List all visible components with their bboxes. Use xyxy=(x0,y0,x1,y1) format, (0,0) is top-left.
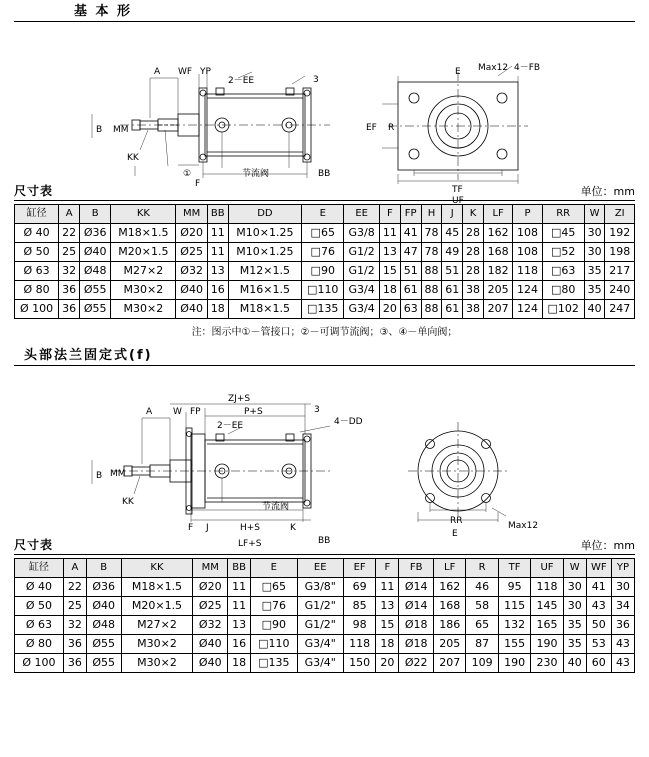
cell: 65 xyxy=(466,616,498,635)
cell: M27×2 xyxy=(111,262,176,281)
label-circle-1: ① xyxy=(183,169,192,179)
cell: 36 xyxy=(59,281,80,300)
cell: 85 xyxy=(343,597,375,616)
page-title: 基 本 形 xyxy=(74,4,133,19)
cell: 11 xyxy=(207,243,228,262)
cell: 36 xyxy=(63,635,86,654)
cell: 11 xyxy=(228,578,251,597)
cell: 162 xyxy=(433,578,465,597)
cell: 207 xyxy=(433,654,465,673)
label-YP: YP xyxy=(200,67,211,77)
cell: □76 xyxy=(302,243,344,262)
label-FP: FP xyxy=(190,407,201,417)
cell: 36 xyxy=(63,654,86,673)
cell: 69 xyxy=(343,578,375,597)
col-header: FB xyxy=(399,559,434,578)
cell: 16 xyxy=(228,635,251,654)
cell: Ø25 xyxy=(193,597,228,616)
cell: 124 xyxy=(513,300,542,319)
cell: 240 xyxy=(605,281,635,300)
cell: 16 xyxy=(207,281,228,300)
cell: M30×2 xyxy=(111,281,176,300)
label-4-DD: 4－DD xyxy=(334,417,363,427)
cell: 13 xyxy=(376,597,399,616)
label-Max12: Max12 xyxy=(508,521,539,531)
cell: 22 xyxy=(59,224,80,243)
cell: 247 xyxy=(605,300,635,319)
table-header-row xyxy=(15,205,635,224)
cell: 30 xyxy=(584,243,605,262)
cell: 11 xyxy=(376,578,399,597)
cell: 205 xyxy=(483,281,512,300)
label-4-FB: 4－FB xyxy=(514,63,541,73)
cell: M30×2 xyxy=(121,654,193,673)
col-header: BB xyxy=(207,205,228,224)
table-row xyxy=(15,300,635,319)
label-J: J xyxy=(206,523,209,533)
label-HS: H+S xyxy=(240,523,261,533)
cell: 40 xyxy=(584,300,605,319)
label-E: E xyxy=(455,67,461,77)
cell: 28 xyxy=(463,262,484,281)
section-heading-wrap-2 xyxy=(14,344,635,366)
cell: Ø 100 xyxy=(15,654,64,673)
table-caption-basic xyxy=(14,182,635,201)
col-header: KK xyxy=(121,559,193,578)
col-header: UF xyxy=(531,559,563,578)
cell: □52 xyxy=(542,243,584,262)
cell: 28 xyxy=(463,243,484,262)
cell: 61 xyxy=(442,300,463,319)
cell: □80 xyxy=(542,281,584,300)
label-RR: RR xyxy=(450,516,463,526)
cell: 22 xyxy=(63,578,86,597)
cell: 78 xyxy=(421,243,442,262)
cell: Ø55 xyxy=(80,281,111,300)
col-header: TF xyxy=(498,559,530,578)
label-PS: P+S xyxy=(244,407,263,417)
cell: Ø48 xyxy=(80,262,111,281)
cell: Ø20 xyxy=(176,224,207,243)
table-row xyxy=(15,281,635,300)
cell: 30 xyxy=(611,578,634,597)
section-head-flange xyxy=(0,344,649,673)
table-row xyxy=(15,262,635,281)
col-header: P xyxy=(513,205,542,224)
col-header: E xyxy=(251,559,297,578)
cell: 20 xyxy=(380,300,401,319)
cell: 38 xyxy=(463,281,484,300)
col-header: LF xyxy=(433,559,465,578)
cell: 118 xyxy=(531,578,563,597)
cell: 51 xyxy=(442,262,463,281)
cell: Ø18 xyxy=(399,616,434,635)
cell: M16×1.5 xyxy=(228,281,302,300)
cell: 30 xyxy=(584,224,605,243)
table-row xyxy=(15,243,635,262)
cell: G3/4 xyxy=(344,281,380,300)
col-header: EF xyxy=(343,559,375,578)
cell: 46 xyxy=(466,578,498,597)
cell: G1/2 xyxy=(344,243,380,262)
cell: M18×1.5 xyxy=(111,224,176,243)
cell: Ø 40 xyxy=(15,224,59,243)
cell: 13 xyxy=(380,243,401,262)
col-header: K xyxy=(463,205,484,224)
cell: 98 xyxy=(343,616,375,635)
cell: □135 xyxy=(302,300,344,319)
cell: Ø 80 xyxy=(15,635,64,654)
col-header: EE xyxy=(297,559,343,578)
cell: Ø40 xyxy=(176,281,207,300)
cell: G3/4 xyxy=(344,300,380,319)
cell: 168 xyxy=(433,597,465,616)
cell: Ø 80 xyxy=(15,281,59,300)
unit-label: 单位：mm xyxy=(580,185,635,198)
col-header: KK xyxy=(111,205,176,224)
cell: 108 xyxy=(513,224,542,243)
label-W: W xyxy=(173,407,182,417)
cell: 165 xyxy=(531,616,563,635)
cell: 118 xyxy=(513,262,542,281)
cell: 60 xyxy=(586,654,611,673)
cell: 115 xyxy=(498,597,530,616)
cell: 28 xyxy=(463,224,484,243)
col-header: MM xyxy=(176,205,207,224)
label-K: K xyxy=(290,523,296,533)
cell: Ø40 xyxy=(193,654,228,673)
cell: G3/4" xyxy=(297,654,343,673)
col-header: YP xyxy=(611,559,634,578)
cell: 43 xyxy=(611,635,634,654)
cell: 18 xyxy=(380,281,401,300)
section-heading-wrap xyxy=(14,0,635,22)
cell: G3/8 xyxy=(344,224,380,243)
label-2-EE: 2－EE xyxy=(217,421,244,431)
dimension-table-basic xyxy=(14,204,635,319)
cell: □76 xyxy=(251,597,297,616)
cell: Ø14 xyxy=(399,597,434,616)
col-header: A xyxy=(63,559,86,578)
col-header: WF xyxy=(586,559,611,578)
col-header: ZI xyxy=(605,205,635,224)
label-throttle-valve: 节流阀 xyxy=(262,502,290,512)
cell: 36 xyxy=(59,300,80,319)
label-Max12: Max12 xyxy=(478,63,509,73)
cell: 20 xyxy=(376,654,399,673)
cell: M10×1.25 xyxy=(228,224,302,243)
cell: 186 xyxy=(433,616,465,635)
col-header: 缸径 xyxy=(15,559,64,578)
table-label: 尺寸表 xyxy=(14,184,54,198)
cell: 15 xyxy=(376,616,399,635)
table-header-row xyxy=(15,559,635,578)
cell: □110 xyxy=(251,635,297,654)
cell: 13 xyxy=(228,616,251,635)
cell: 15 xyxy=(380,262,401,281)
cell: Ø22 xyxy=(399,654,434,673)
cell: 192 xyxy=(605,224,635,243)
label-R: R xyxy=(388,123,395,133)
label-UF: UF xyxy=(452,196,464,206)
cell: 11 xyxy=(207,224,228,243)
cell: M27×2 xyxy=(121,616,193,635)
cell: 61 xyxy=(400,281,421,300)
cell: 95 xyxy=(498,578,530,597)
cell: 88 xyxy=(421,300,442,319)
cell: M12×1.5 xyxy=(228,262,302,281)
table-row xyxy=(15,224,635,243)
cell: 35 xyxy=(563,616,586,635)
cell: □45 xyxy=(542,224,584,243)
cell: □110 xyxy=(302,281,344,300)
col-header: EE xyxy=(344,205,380,224)
col-header: W xyxy=(563,559,586,578)
cell: 25 xyxy=(63,597,86,616)
cell: □65 xyxy=(251,578,297,597)
cell: G1/2 xyxy=(344,262,380,281)
cell: G1/2" xyxy=(297,616,343,635)
cell: 190 xyxy=(498,654,530,673)
cell: 13 xyxy=(207,262,228,281)
cell: Ø36 xyxy=(86,578,121,597)
cell: 41 xyxy=(586,578,611,597)
dimension-table-flange xyxy=(14,558,635,673)
label-3: 3 xyxy=(313,75,319,85)
cell: 88 xyxy=(421,262,442,281)
cell: □102 xyxy=(542,300,584,319)
cell: 30 xyxy=(563,597,586,616)
cell: G3/8" xyxy=(297,578,343,597)
cell: Ø 63 xyxy=(15,262,59,281)
cell: 51 xyxy=(400,262,421,281)
label-2-EE: 2－EE xyxy=(228,76,255,86)
cell: 88 xyxy=(421,281,442,300)
label-MM: MM xyxy=(113,125,129,135)
cell: 155 xyxy=(498,635,530,654)
section-title-2: 头部法兰固定式(f) xyxy=(24,348,153,363)
cell: 61 xyxy=(442,281,463,300)
cell: Ø14 xyxy=(399,578,434,597)
label-BB: BB xyxy=(318,536,331,546)
cell: Ø25 xyxy=(176,243,207,262)
cell: Ø55 xyxy=(86,654,121,673)
cell: 43 xyxy=(611,654,634,673)
col-header: J xyxy=(442,205,463,224)
label-MM: MM xyxy=(110,469,126,479)
col-header: F xyxy=(380,205,401,224)
label-KK: KK xyxy=(122,497,134,507)
col-header: FP xyxy=(400,205,421,224)
section-basic-form xyxy=(0,0,649,338)
cell: 35 xyxy=(584,262,605,281)
cell: 108 xyxy=(513,243,542,262)
label-EF: EF xyxy=(366,123,377,133)
table-label: 尺寸表 xyxy=(14,538,54,552)
cell: 35 xyxy=(563,635,586,654)
cell: Ø55 xyxy=(80,300,111,319)
cell: 45 xyxy=(442,224,463,243)
cell: Ø55 xyxy=(86,635,121,654)
cell: 217 xyxy=(605,262,635,281)
cell: M10×1.25 xyxy=(228,243,302,262)
cell: 230 xyxy=(531,654,563,673)
label-B: B xyxy=(96,471,103,481)
label-3: 3 xyxy=(314,405,320,415)
cell: 118 xyxy=(343,635,375,654)
cell: □90 xyxy=(302,262,344,281)
cell: 18 xyxy=(376,635,399,654)
table-row xyxy=(15,654,635,673)
cell: 18 xyxy=(207,300,228,319)
cell: 32 xyxy=(63,616,86,635)
cell: 43 xyxy=(586,597,611,616)
cell: 11 xyxy=(380,224,401,243)
label-WF: WF xyxy=(178,67,193,77)
cell: G1/2" xyxy=(297,597,343,616)
cell: 132 xyxy=(498,616,530,635)
cell: □135 xyxy=(251,654,297,673)
cell: 35 xyxy=(584,281,605,300)
label-F: F xyxy=(188,523,194,533)
cell: 30 xyxy=(563,578,586,597)
col-header: R xyxy=(466,559,498,578)
cell: 145 xyxy=(531,597,563,616)
label-LFS: LF+S xyxy=(238,539,262,549)
table-row xyxy=(15,597,635,616)
table-row xyxy=(15,578,635,597)
cell: Ø32 xyxy=(176,262,207,281)
cell: 78 xyxy=(421,224,442,243)
cell: M18×1.5 xyxy=(228,300,302,319)
cell: M30×2 xyxy=(111,300,176,319)
col-header: BB xyxy=(228,559,251,578)
label-ZJS: ZJ+S xyxy=(228,394,251,404)
cell: 50 xyxy=(586,616,611,635)
cell: 205 xyxy=(433,635,465,654)
cell: 25 xyxy=(59,243,80,262)
cell: M20×1.5 xyxy=(121,597,193,616)
label-F: F xyxy=(195,179,201,189)
col-header: A xyxy=(59,205,80,224)
cell: Ø 50 xyxy=(15,597,64,616)
table-note: 注：图示中①－管接口；②－可调节流阀；③、④－单向阀； xyxy=(191,327,458,338)
cell: G3/4" xyxy=(297,635,343,654)
cell: Ø40 xyxy=(193,635,228,654)
cell: 47 xyxy=(400,243,421,262)
cell: Ø32 xyxy=(193,616,228,635)
cell: Ø18 xyxy=(399,635,434,654)
col-header: LF xyxy=(483,205,512,224)
col-header: B xyxy=(80,205,111,224)
unit-label: 单位：mm xyxy=(580,539,635,552)
col-header: RR xyxy=(542,205,584,224)
cell: 63 xyxy=(400,300,421,319)
col-header: W xyxy=(584,205,605,224)
col-header: H xyxy=(421,205,442,224)
cell: Ø 63 xyxy=(15,616,64,635)
cell: 36 xyxy=(611,616,634,635)
table-row xyxy=(15,616,635,635)
cell: 162 xyxy=(483,224,512,243)
cell: 198 xyxy=(605,243,635,262)
cell: Ø20 xyxy=(193,578,228,597)
cell: □63 xyxy=(542,262,584,281)
cell: Ø40 xyxy=(86,597,121,616)
label-B: B xyxy=(96,125,103,135)
cell: 40 xyxy=(563,654,586,673)
table-row xyxy=(15,635,635,654)
cell: Ø 50 xyxy=(15,243,59,262)
label-KK: KK xyxy=(127,153,139,163)
cell: 87 xyxy=(466,635,498,654)
cell: 207 xyxy=(483,300,512,319)
cell: M30×2 xyxy=(121,635,193,654)
cell: 182 xyxy=(483,262,512,281)
cell: Ø48 xyxy=(86,616,121,635)
cell: □90 xyxy=(251,616,297,635)
label-A: A xyxy=(146,407,153,417)
cell: Ø 100 xyxy=(15,300,59,319)
label-E: E xyxy=(452,529,458,539)
cell: 53 xyxy=(586,635,611,654)
label-TF: TF xyxy=(452,185,463,195)
cell: Ø 40 xyxy=(15,578,64,597)
cell: 190 xyxy=(531,635,563,654)
cell: □65 xyxy=(302,224,344,243)
cell: M20×1.5 xyxy=(111,243,176,262)
cell: 11 xyxy=(228,597,251,616)
label-throttle-valve: 节流阀 xyxy=(242,169,270,179)
cell: 32 xyxy=(59,262,80,281)
cell: 34 xyxy=(611,597,634,616)
cell: 38 xyxy=(463,300,484,319)
cell: 150 xyxy=(343,654,375,673)
cell: M18×1.5 xyxy=(121,578,193,597)
cell: Ø36 xyxy=(80,224,111,243)
label-A: A xyxy=(154,67,161,77)
cell: 18 xyxy=(228,654,251,673)
col-header: E xyxy=(302,205,344,224)
cell: 41 xyxy=(400,224,421,243)
col-header: 缸径 xyxy=(15,205,59,224)
label-BB: BB xyxy=(318,169,331,179)
cell: 58 xyxy=(466,597,498,616)
col-header: B xyxy=(86,559,121,578)
cell: 49 xyxy=(442,243,463,262)
cell: Ø40 xyxy=(80,243,111,262)
cell: Ø40 xyxy=(176,300,207,319)
cell: 168 xyxy=(483,243,512,262)
col-header: MM xyxy=(193,559,228,578)
col-header: DD xyxy=(228,205,302,224)
col-header: F xyxy=(376,559,399,578)
cell: 109 xyxy=(466,654,498,673)
cell: 124 xyxy=(513,281,542,300)
